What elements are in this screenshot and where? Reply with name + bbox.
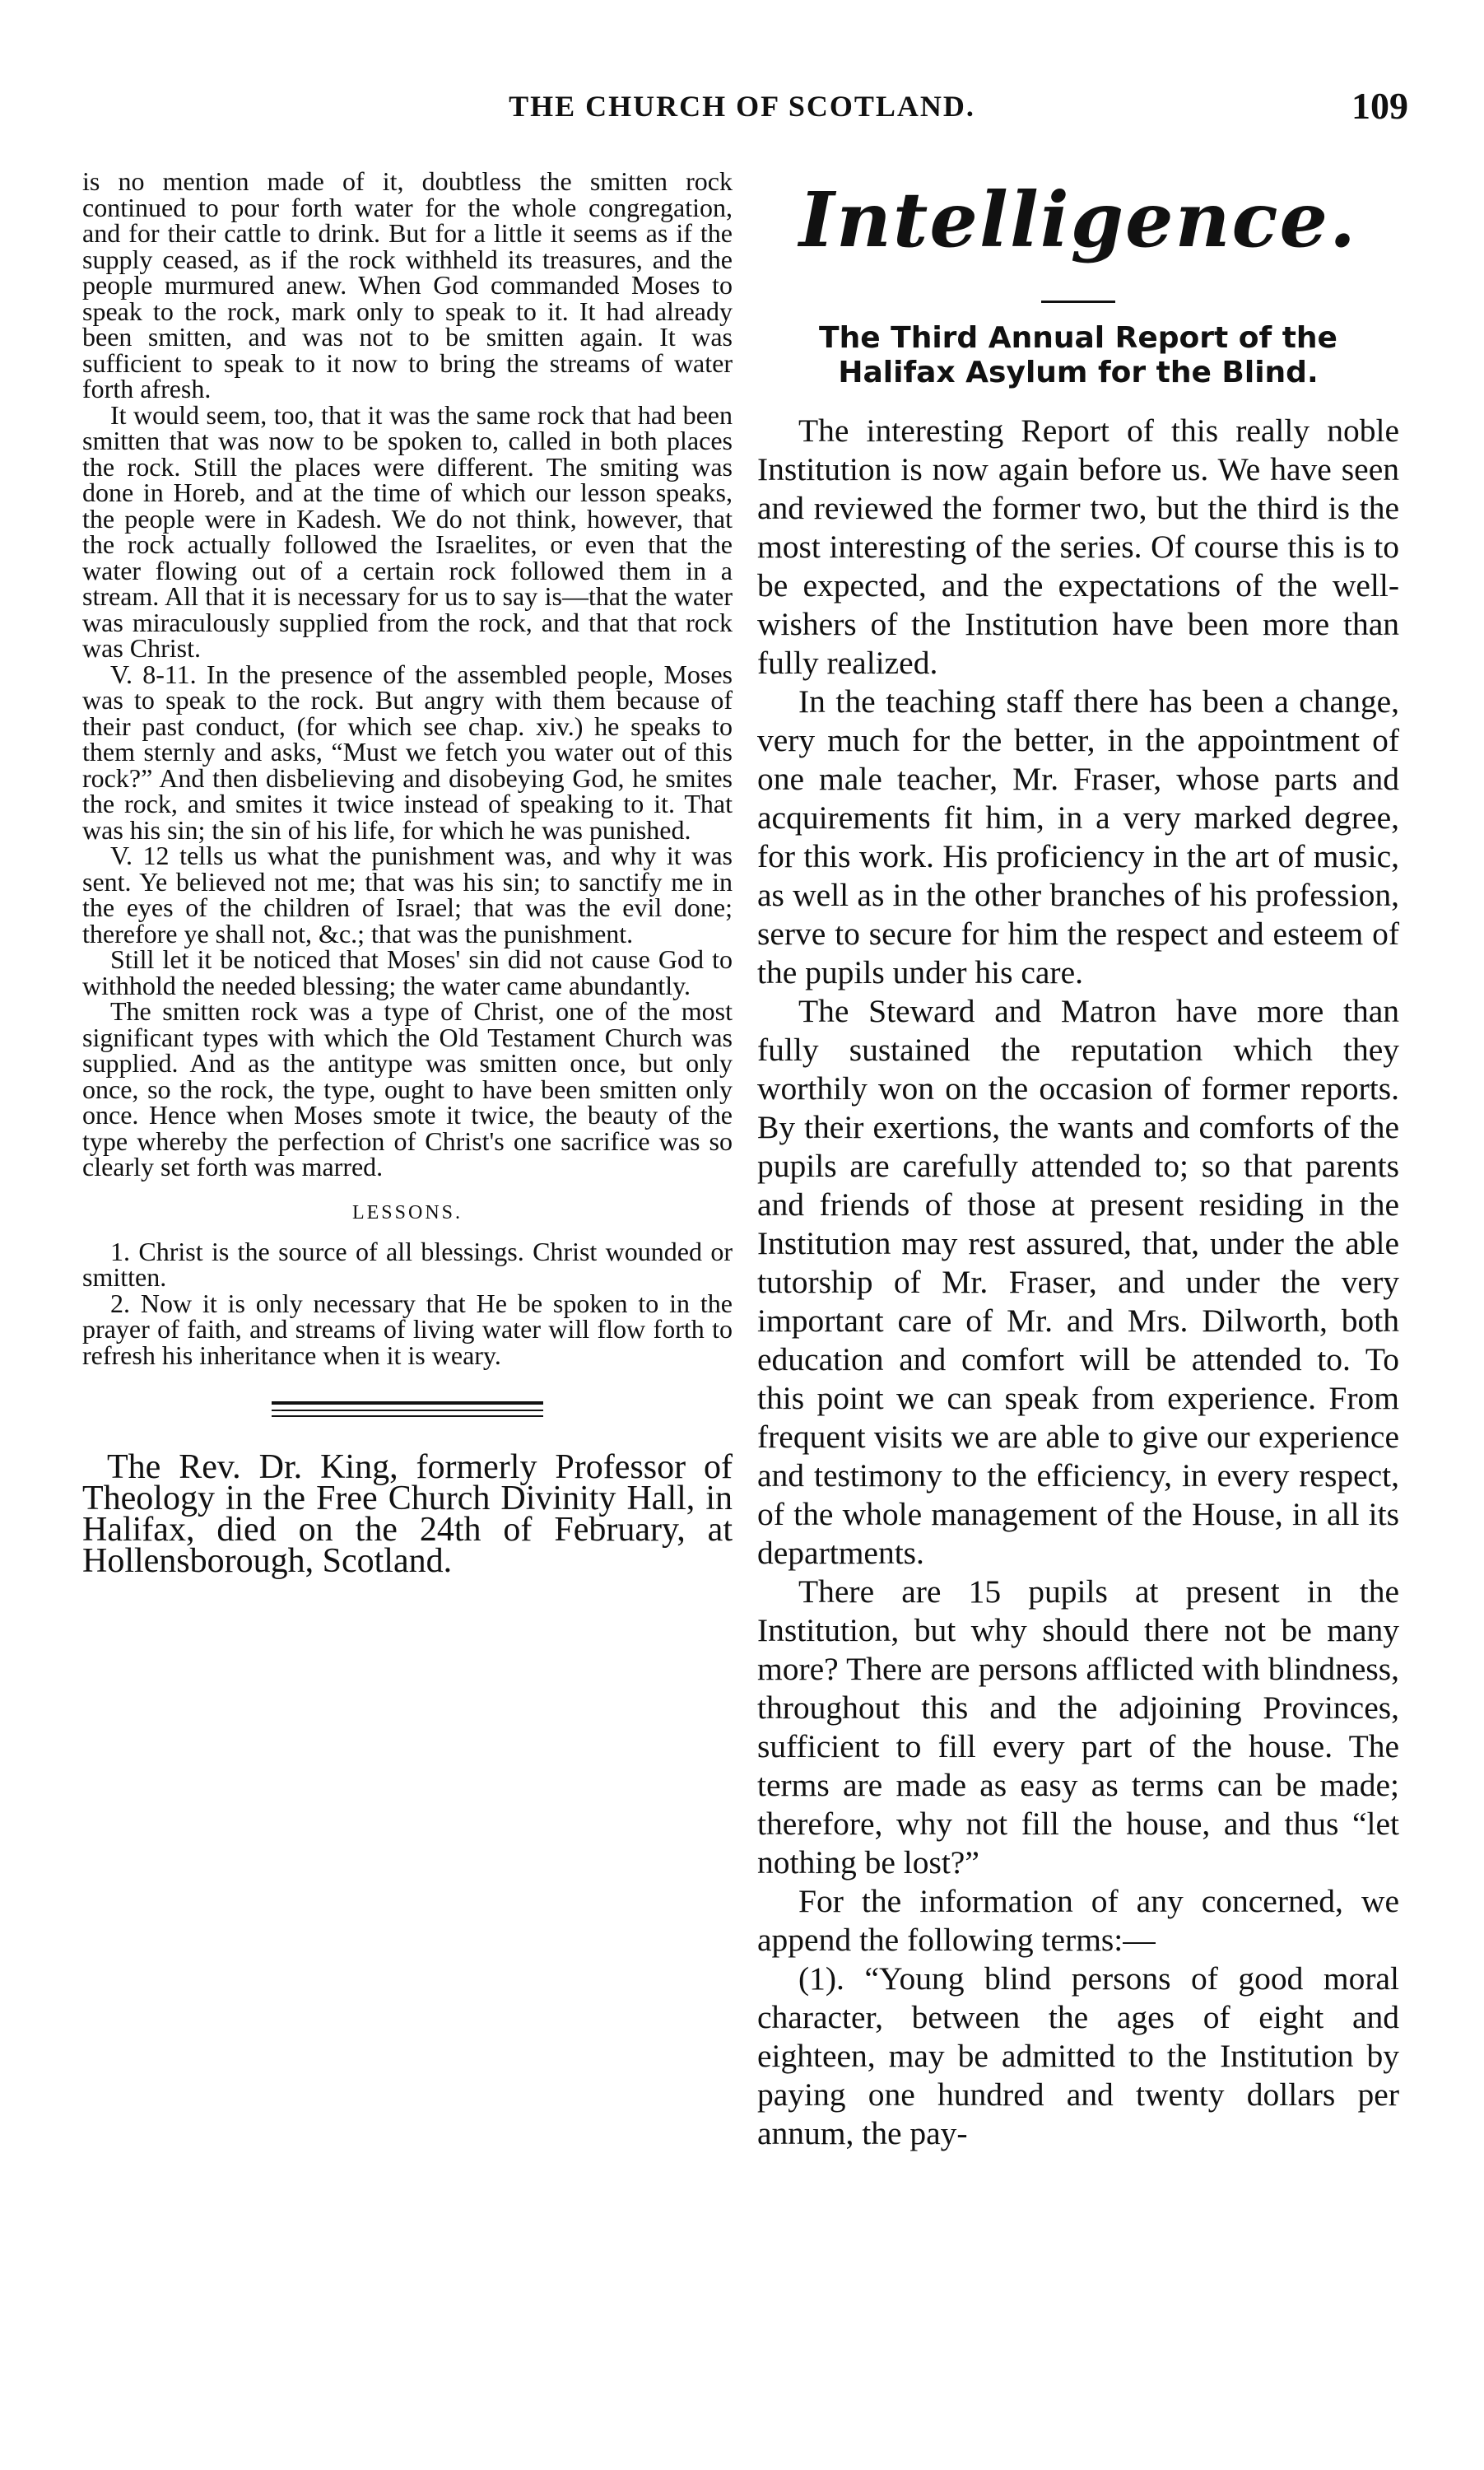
running-title: THE CHURCH OF SCOTLAND. <box>509 90 975 123</box>
running-head <box>0 85 1484 138</box>
paragraph: V. 8-11. In the presence of the assembled people, Moses was to speak to the rock. But angry with them because of their past conduct, (for which see chap. xiv.) he speaks to them sternly and asks, “Must we fetch you water out of this rock?” And then disbelieving and disobeying God, he smites the rock, and smites it twice instead of speaking to it. That was his sin; the sin of his life, for which he was punished. <box>82 659 733 845</box>
paragraph: V. 12 tells us what the punishment was, and why it was sent. Ye believed not me; that was his sin; to sanctify me in the eyes of the children of Israel; that was the evil done; therefore ye shall not, &c.; that was the punishment. <box>82 841 733 948</box>
paragraph: It would seem, too, that it was the same rock that had been smitten that was now to be spoken to, called in both places the rock. Still the places were different. The smiting was done in Horeb, and at the time of which our lesson speaks, the people were in Kadesh. We do not think, however, that the rock actually followed the Israelites, or even that the water flowing out of a certain rock followed them in a stream. All that it is necessary for us to say is—that the water was miraculously supplied from the rock, and that that rock was Christ. <box>82 399 733 663</box>
left-body-text <box>82 166 733 1181</box>
paragraph: is no mention made of it, doubtless the smitten rock continued to pour forth water for the whole congregation, and for their cattle to drink. But for a little it seems as if the supply ceased, as if the rock withheld its treasures, and the people murmured anew. When God commanded Moses to speak to the rock, mark only to speak to it. It had already been smitten, and was not to be smitten again. It was sufficient to speak to it now to bring the streams of water forth afresh. <box>82 166 733 403</box>
paragraph: The smitten rock was a type of Christ, one of the most significant types with which the Old Testament Church was supplied. And as the antitype was smitten once, but only once, so the rock, the type, ought to have been smitten only once. Hence when Moses smote it twice, the beauty of the type whereby the perfection of Christ's one sacrifice was so clearly set forth was marred. <box>82 996 733 1181</box>
paragraph: The Steward and Matron have more than fully sustained the reputation which they worthily won on the occasion of former reports. By their exertions, the wants and comforts of the pupils are carefully attended to; so that parents and friends of those at present residing in the Institution may rest assured, that, under the able tutorship of Mr. Fraser, and under the very important care of Mr. and Mrs. Dilworth, both education and comfort will be attended to. To this point we can speak from experience. From frequent visits we are able to give our experience and testimony to the efficiency, in every respect, of the whole management of the House, in all its departments. <box>757 993 1399 1571</box>
page-number: 109 <box>1351 85 1408 127</box>
section-divider-thin <box>272 1415 543 1417</box>
section-divider <box>272 1401 543 1411</box>
lessons-list <box>82 1236 733 1370</box>
paragraph: There are 15 pupils at present in the Institution, but why should there not be many more? There are persons afflicted with blindness, throughout this and the adjoining Provinces, sufficient to fill every part of the house. The terms are made as easy as terms can be made; therefore, why not fill the house, and thus “let nothing be lost?” <box>757 1573 1399 1880</box>
paragraph: In the teaching staff there has been a change, very much for the better, in the appointment of one male teacher, Mr. Fraser, whose parts and acquirements fit him, in a very marked degree, for this work. His proficiency in the art of music, as well as in the other branches of his profession, serve to secure for him the respect and esteem of the pupils under his care. <box>757 683 1399 990</box>
paragraph: For the information of any concerned, we append the following terms:— <box>757 1883 1399 1958</box>
left-column <box>82 166 733 1611</box>
right-column <box>757 169 1399 2153</box>
obituary-notice: The Rev. Dr. King, formerly Professor of Theology in the Free Church Divinity Hall, in Halifax, died on the 24th of February, at Hollensborough, Scotland. <box>82 1448 733 1580</box>
lesson-item: 2. Now it is only necessary that He be spoken to in the prayer of faith, and streams of living water will flow forth to refresh his inheritance when it is weary. <box>82 1288 733 1370</box>
section-heading: Intelligence. <box>798 175 1358 264</box>
paragraph: The interesting Report of this really noble Institution is now again before us. We have seen and reviewed the former two, but the third is the most interesting of the series. Of course this is to be expected, and the expectations of the well-wishers of the Institution have been more than fully realized. <box>757 412 1399 681</box>
lesson-item: 1. Christ is the source of all blessings. Christ wounded or smitten. <box>82 1236 733 1292</box>
paragraph: (1). “Young blind persons of good moral character, between the ages of eight and eighteen, may be admitted to the Institution by paying one hundred and twenty dollars per annum, the pay- <box>757 1960 1399 2151</box>
heading-rule <box>1041 301 1115 303</box>
right-body-text <box>757 412 1399 2153</box>
paragraph: Still let it be noticed that Moses' sin did not cause God to withhold the needed blessing; the water came abundantly. <box>82 944 733 1000</box>
report-title: The Third Annual Report of the Halifax Asylum for the Blind. <box>819 321 1337 389</box>
lessons-heading: LESSONS. <box>351 1201 463 1223</box>
